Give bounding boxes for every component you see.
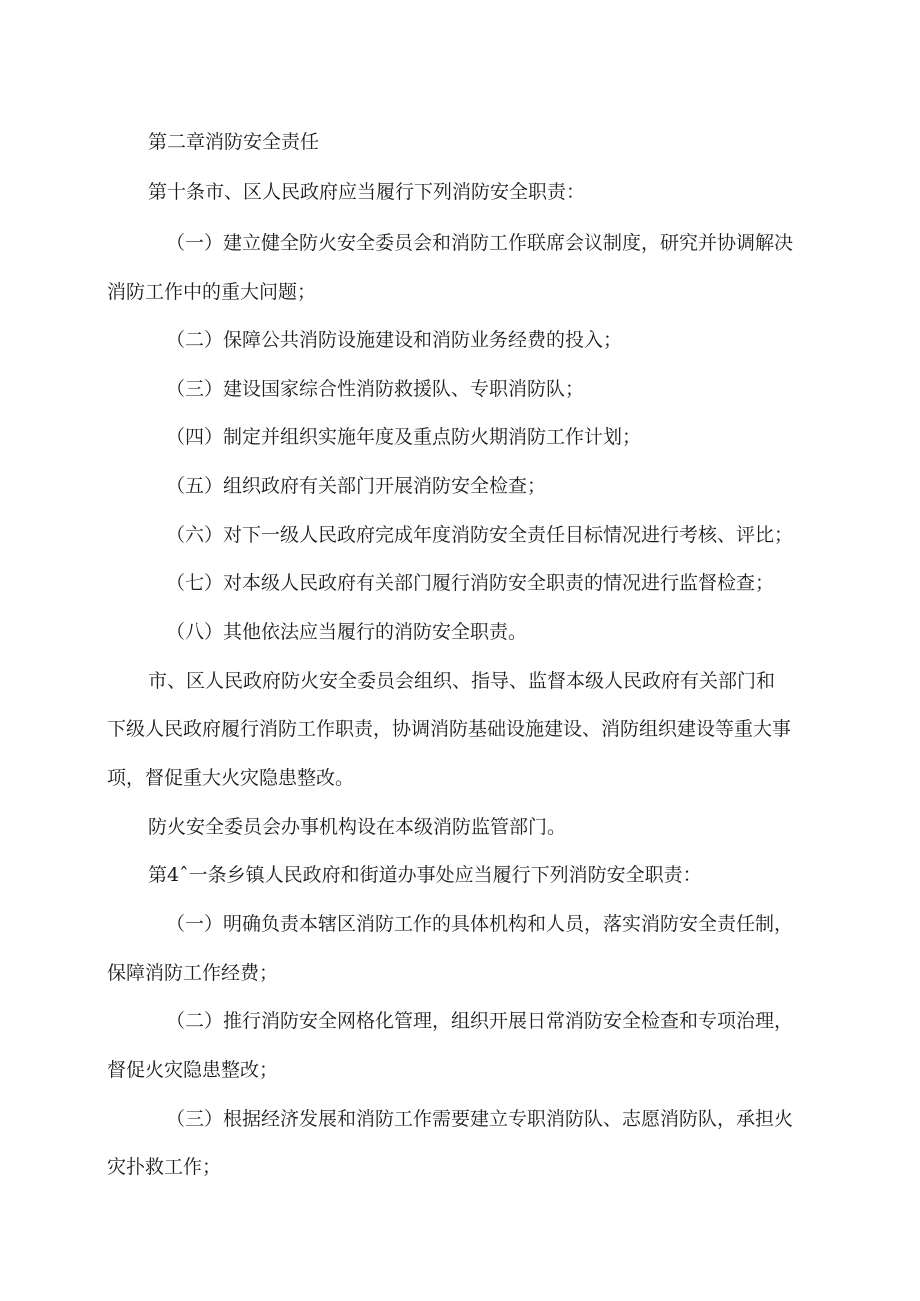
article-10-item-8: （八）其他依法应当履行的消防安全职责。 <box>166 621 528 643</box>
article-10-item-5: （五）组织政府有关部门开展消防安全检查； <box>166 475 547 497</box>
article-11-item-2-line-2: 督促火灾隐患整改； <box>107 1059 279 1081</box>
article-10-item-3: （三）建设国家综合性消防救援队、专职消防队； <box>166 378 585 400</box>
article-11-item-1-line-2: 保障消防工作经费； <box>107 962 279 984</box>
article-10-item-7: （七）对本级人民政府有关部门履行消防安全职责的情况进行监督检查； <box>166 572 775 594</box>
committee-paragraph-line-2: 下级人民政府履行消防工作职责，协调消防基础设施建设、消防组织建设等重大事 <box>107 718 792 740</box>
committee-paragraph-line-1: 市、区人民政府防火安全委员会组织、指导、监督本级人民政府有关部门和 <box>148 670 776 692</box>
article-11-item-2-line-1: （二）推行消防安全网格化管理，组织开展日常消防安全检查和专项治理， <box>166 1010 794 1032</box>
article-10-item-1-line-2: 消防工作中的重大问题； <box>107 281 317 303</box>
chapter-heading: 第二章消防安全责任 <box>148 131 320 153</box>
article-11-item-3-line-1: （三）根据经济发展和消防工作需要建立专职消防队、志愿消防队，承担火 <box>166 1108 794 1130</box>
article-11-item-3-line-2: 灾扑救工作； <box>107 1156 222 1178</box>
article-10-item-6: （六）对下一级人民政府完成年度消防安全责任目标情况进行考核、评比； <box>166 524 794 546</box>
article-11-intro: 第4ˆ一条乡镇人民政府和街道办事处应当履行下列消防安全职责： <box>148 864 702 886</box>
article-10-item-1-line-1: （一）建立健全防火安全委员会和消防工作联席会议制度，研究并协调解决 <box>166 232 794 254</box>
article-11-item-1-line-1: （一）明确负责本辖区消防工作的具体机构和人员，落实消防安全责任制， <box>166 913 794 935</box>
article-10-intro: 第十条市、区人民政府应当履行下列消防安全职责： <box>148 181 586 203</box>
office-note: 防火安全委员会办事机构设在本级消防监管部门。 <box>148 816 567 838</box>
committee-paragraph-line-3: 项，督促重大火灾隐患整改。 <box>107 767 355 789</box>
article-10-item-2: （二）保障公共消防设施建设和消防业务经费的投入； <box>166 329 623 351</box>
article-10-item-4: （四）制定并组织实施年度及重点防火期消防工作计划； <box>166 426 642 448</box>
